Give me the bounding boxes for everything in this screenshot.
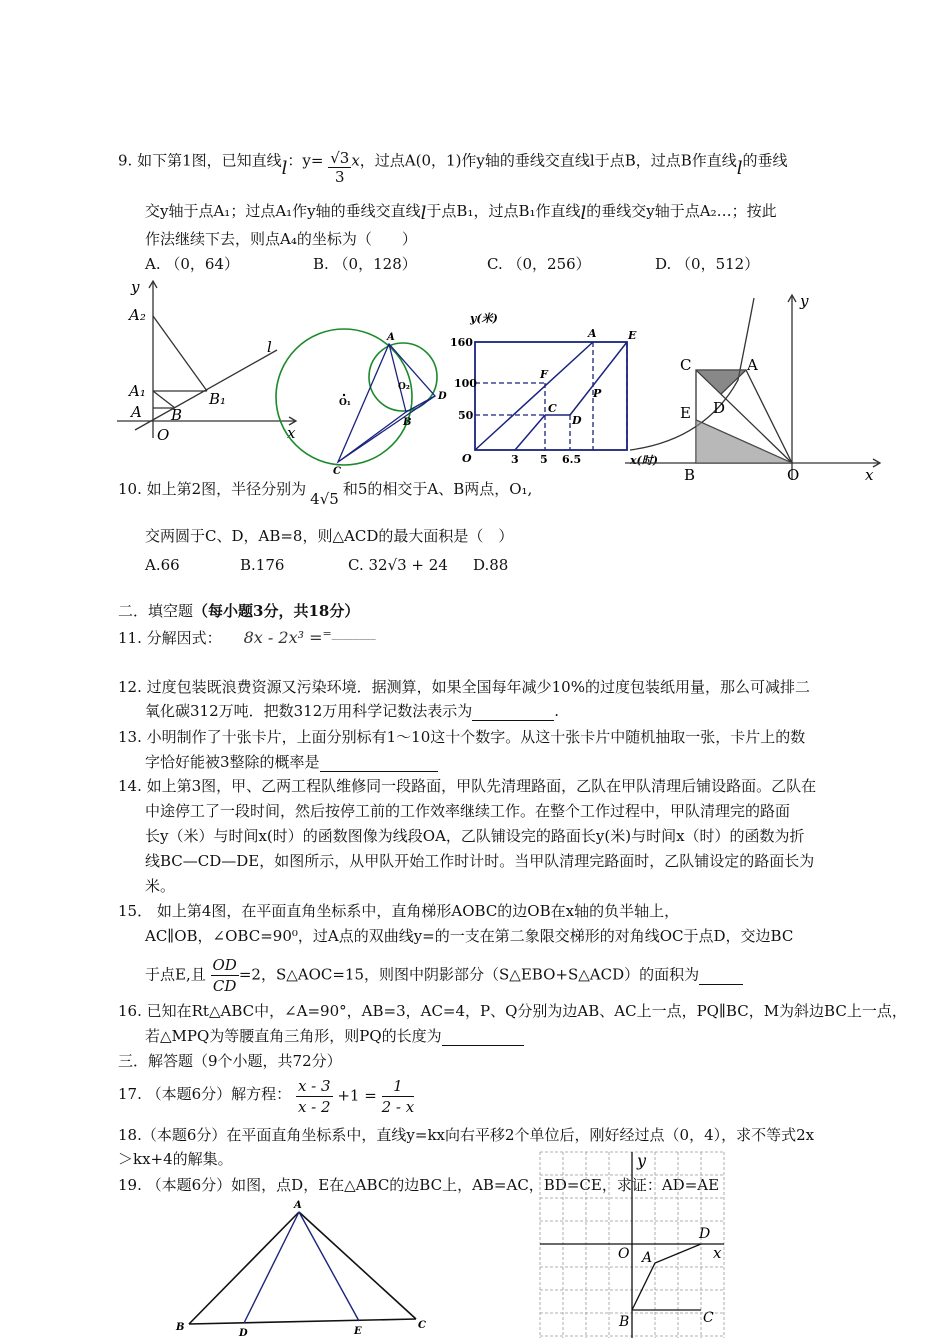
q9-option-b: B. （0，128） <box>313 255 417 273</box>
fig1-label-a1: A₁ <box>129 382 146 400</box>
q14-line1: 14. 如上第3图，甲、乙两工程队维修同一段路面，甲队先清理路面，乙队在甲队清理后铺设路面。乙队在 <box>118 777 817 795</box>
q9-line3: 作法继续下去，则点A₄的坐标为（ ） <box>145 230 417 248</box>
q10-option-d: D.88 <box>473 556 509 574</box>
q14-line2: 中途停工了一段时间，然后按停工前的工作效率继续工作。在整个工作过程中，甲队清理完的路面 <box>145 802 791 820</box>
q15-line3: 于点E,且 $\frac{OD}{CD}$ =2，S△AOC=15，则图中阴影部分（S△EBO+S△ACD）的面积为 <box>145 955 743 996</box>
fig2-label-o1: O₁ <box>339 398 351 408</box>
fig4-label-b: B <box>684 466 696 484</box>
q10-option-b: B.176 <box>240 556 285 574</box>
fig1-label-a2: A₂ <box>129 306 146 324</box>
q10-line2: 交两圆于C、D，AB=8，则△ACD的最大面积是（ ） <box>145 527 514 545</box>
q15-fraction: $\frac{OD}{CD}$ <box>212 956 237 995</box>
fig6-label-o: O <box>618 1246 630 1262</box>
fig4-label-c: C <box>680 356 692 374</box>
fig6-label-b: B <box>619 1314 630 1330</box>
fig3-xtick-5: 5 <box>540 453 548 466</box>
fig1-label-b: B <box>171 406 183 424</box>
fig1-y-label: y <box>131 278 140 296</box>
fig4-label-d: D <box>713 399 726 417</box>
fig1-label-o: O <box>157 426 170 444</box>
q16-line1: 16. 已知在Rt△ABC中，∠A=90°，AB=3，AC=4，P、Q分别为边AB、AC上一点，PQ∥BC，M为斜边BC上一点， <box>118 1002 907 1020</box>
fig3-ytick-100: 100 <box>454 377 477 390</box>
fig3-label-p: P <box>593 387 602 400</box>
section-2-heading: 二．填空题（每小题3分，共18分） <box>118 602 360 620</box>
q9-line1: 9. 如下第1图，已知直线l：y= $\frac{√3}{3}$ x，过点A(0，1)作y轴的垂线交直线l于点B，过点B作直线l的垂线 <box>118 149 788 186</box>
fig6-label-a: A <box>642 1250 653 1266</box>
fig2-label-c: C <box>333 466 341 477</box>
fig4-label-a: A <box>747 356 758 374</box>
fraction-root3-over-3: $\frac{√3}{3}$ <box>330 149 350 186</box>
fig2-label-a: A <box>387 332 395 343</box>
fig4-label-o: O <box>787 466 800 484</box>
q13-line1: 13. 小明制作了十张卡片，上面分别标有1～10这十个数字。从这十张卡片中随机抽取一张，卡片上的数 <box>118 728 806 746</box>
q12-line2: 氧化碳312万吨．把数312万用科学记数法表示为 . <box>145 702 560 720</box>
fig6-label-d: D <box>699 1226 711 1242</box>
fig3-xtick-6.5: 6.5 <box>562 453 582 466</box>
fig2-label-d: D <box>438 391 447 402</box>
figure-4 <box>620 290 885 486</box>
q13-line2: 字恰好能被3整除的概率是 <box>145 751 438 772</box>
q12-line1: 12. 过度包装既浪费资源又污染环境．据测算，如果全国每年减少10%的过度包装纸用量，那么可减排二 <box>118 678 810 696</box>
q10-line1: 10. 如上第2图，半径分别为4√5和5的相交于A、B两点，O₁, <box>118 480 533 508</box>
q10-radius: 4√5 <box>310 490 339 508</box>
fig5-label-e: E <box>354 1326 362 1337</box>
fig1-label-l: l <box>267 338 272 356</box>
fig6-y-label: y <box>637 1151 647 1170</box>
q11: 11. 分解因式： 8x - 2x³ ==________ <box>118 627 376 647</box>
q17: 17. （本题6分）解方程： $\frac{x - 3}{x - 2}$ +1 = $\frac{1}{2 - x}$ <box>118 1077 415 1116</box>
q9-option-c: C. （0，256） <box>487 255 591 273</box>
q15-line1: 15． 如上第4图，在平面直角坐标系中，直角梯形AOBC的边OB在x轴的负半轴上， <box>118 902 680 920</box>
fig3-label-d: D <box>572 414 582 427</box>
q9-option-a: A. （0，64） <box>145 255 239 273</box>
fig1-x-label: x <box>287 424 296 442</box>
q19: 19. （本题6分）如图，点D，E在△ABC的边BC上，AB=AC，BD=CE，求证：AD=AE <box>118 1176 720 1194</box>
q14-line4: 线BC—CD—DE，如图所示，从甲队开始工作时计时。当甲队清理完路面时，乙队铺设定的路面长为 <box>145 852 815 870</box>
section-3-heading: 三．解答题（9个小题，共72分） <box>118 1052 342 1070</box>
fig1-label-b1: B₁ <box>209 390 227 408</box>
fig3-label-e: E <box>628 329 637 342</box>
q11-blank: =________ <box>322 627 376 640</box>
fig1-label-a: A <box>131 403 142 421</box>
q9-option-d: D. （0，512） <box>655 255 760 273</box>
q17-fraction-2: $\frac{1}{2 - x}$ <box>381 1077 415 1116</box>
fig5-label-a: A <box>294 1200 302 1211</box>
fig3-ytick-160: 160 <box>450 336 473 349</box>
q10-option-c: C. 32√3 + 24 <box>348 556 448 574</box>
q11-expression: 8x - 2x³ = <box>243 628 323 647</box>
line-l-symbol: l <box>281 157 288 179</box>
fig6-x-label: x <box>713 1244 722 1262</box>
fig5-label-d: D <box>239 1328 248 1339</box>
figure-3 <box>448 304 658 468</box>
figure-5-triangle <box>172 1198 432 1338</box>
fig3-x-label: x(时) <box>630 454 658 467</box>
q16-line2: 若△MPQ为等腰直角三角形，则PQ的长度为 <box>145 1025 524 1046</box>
q17-fraction-1: $\frac{x - 3}{x - 2}$ <box>297 1077 331 1116</box>
q14-line5: 米。 <box>145 877 176 895</box>
q15-line2: AC∥OB，∠OBC=90⁰，过A点的双曲线y=的一支在第二象限交梯形的对角线OC于点D，交边BC <box>145 927 794 945</box>
figure-6-grid <box>535 1150 735 1340</box>
q18-line1: 18.（本题6分）在平面直角坐标系中，直线y=kx向右平移2个单位后，刚好经过点（0，4），求不等式2x <box>118 1126 815 1144</box>
fig2-label-b: B <box>403 417 412 428</box>
q10-option-a: A.66 <box>145 556 180 574</box>
q14-line3: 长y（米）与时间x(时）的函数图像为线段OA，乙队铺设完的路面长y(米)与时间x（时）的函数为折 <box>145 827 805 845</box>
q18-line2: ＞kx+4的解集。 <box>118 1150 233 1168</box>
fig4-label-e: E <box>680 404 691 422</box>
fig3-label-f: F <box>540 368 548 381</box>
fig2-label-o2: O₂ <box>398 382 410 392</box>
fig3-y-label: y(米) <box>470 312 498 325</box>
fig5-label-b: B <box>176 1322 185 1333</box>
fig3-ytick-50: 50 <box>458 409 474 422</box>
figure-2 <box>272 312 452 480</box>
fig3-xtick-3: 3 <box>511 453 519 466</box>
fig3-label-a: A <box>588 327 597 340</box>
fig6-label-c: C <box>703 1310 714 1326</box>
fig3-label-o: O <box>462 452 472 465</box>
fig4-x-label: x <box>865 466 874 484</box>
fig4-y-label: y <box>800 292 809 310</box>
fig3-label-c: C <box>548 402 557 415</box>
q9-line2: 交y轴于点A₁；过点A₁作y轴的垂线交直线l于点B₁，过点B₁作直线l的垂线交y轴于点A₂…；按此 <box>145 202 777 224</box>
fig5-label-c: C <box>418 1320 426 1331</box>
